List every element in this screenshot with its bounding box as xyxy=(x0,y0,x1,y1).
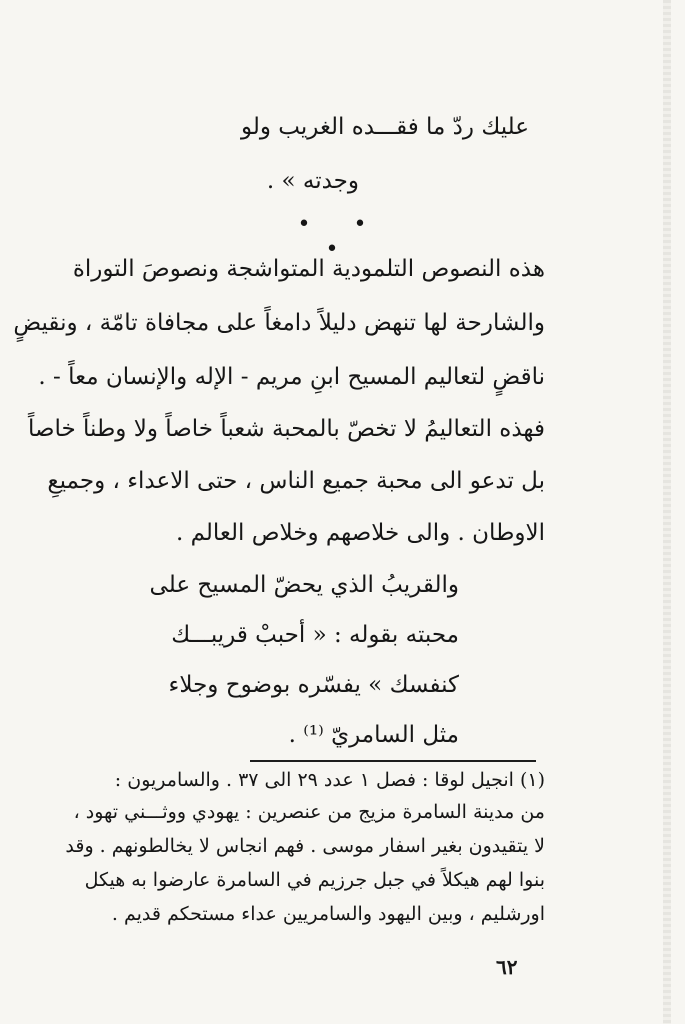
paragraph-line-5: بل تدعو الى محبة جميع الناس ، حتى الاعداء ، وجميعِ xyxy=(47,468,545,494)
paragraph-line-6: الاوطان . والى خلاصهم وخلاص العالم . xyxy=(175,520,545,546)
paragraph-line-4: فهذه التعاليمُ لا تخصّ بالمحبة شعباً خاصاً ولا وطناً خاصاً xyxy=(27,416,545,442)
paragraph-line-1: هذه النصوص التلمودية المتواشجة ونصوصَ التوراة xyxy=(72,256,545,282)
verse-line-6: مثل السامريّ ⁽¹⁾ . xyxy=(288,722,459,748)
verse-line-1: عليك ردّ ما فقـــده الغريب ولو xyxy=(240,114,529,140)
verse-line-2: وجدته » . xyxy=(266,168,359,194)
footnote-line-5: اورشليم ، وبين اليهود والسامريين عداء مستحكم قديم . xyxy=(111,903,545,925)
section-break: • • • xyxy=(297,212,385,262)
verse-line-3: والقريبُ الذي يحضّ المسيح على xyxy=(149,572,459,598)
footnote-line-4: بنوا لهم هيكلاً في جبل جرزيم في السامرة عارضوا به هيكل xyxy=(84,869,545,891)
paragraph-line-2: والشارحة لها تنهض دليلاً دامغاً على مجافاة تامّة ، ونقيضٍ xyxy=(13,310,545,336)
footnote-divider xyxy=(250,760,536,762)
verse-line-5: كنفسك » يفسّره بوضوح وجلاء xyxy=(168,672,459,698)
footnote-line-1: (١) انجيل لوقا : فصل ١ عدد ٢٩ الى ٣٧ . والسامريون : xyxy=(114,769,545,791)
footnote-line-3: لا يتقيدون بغير اسفار موسى . فهم انجاس لا يخالطونهم . وقد xyxy=(65,835,545,857)
scanned-page-edge xyxy=(663,0,671,1024)
page-number: ٦٢ xyxy=(496,955,518,979)
paragraph-line-3: ناقضٍ لتعاليم المسيح ابنِ مريم - الإله والإنسان معاً - . xyxy=(38,364,545,390)
verse-line-4: محبته بقوله : « أحببْ قريبـــك xyxy=(171,622,459,648)
footnote-line-2: من مدينة السامرة مزيج من عنصرين : يهودي ووثـــني تهود ، xyxy=(73,801,545,823)
